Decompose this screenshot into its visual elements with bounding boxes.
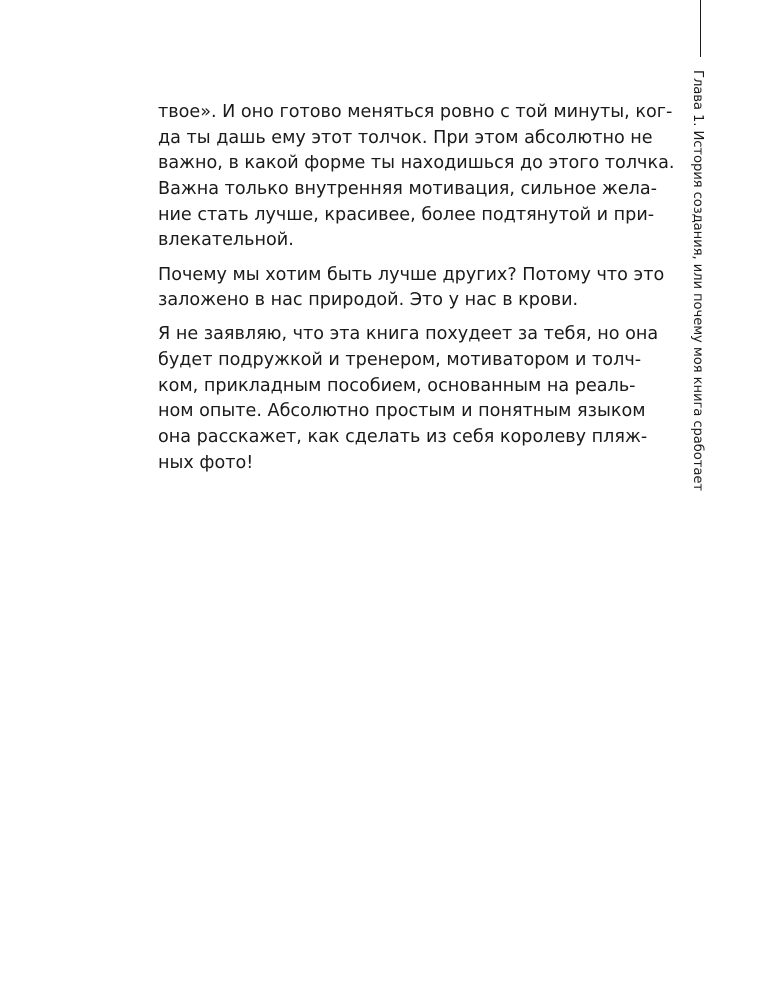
text-line: ных фото! [158,452,254,473]
paragraph-2 [158,263,665,314]
text-line: ние стать лучше, красивее, более подтянутой и при- [158,204,655,225]
text-line: твое». И оно готово меняться ровно с той минуты, ког- [158,102,673,122]
text-line: она расскажет, как сделать из себя королеву пляж- [158,427,648,448]
running-header: Глава 1. История создания, или почему моя книга сработает [690,70,705,491]
body-text [158,100,675,485]
text-line: ном опыте. Абсолютно простым и понятным языком [158,401,646,422]
text-line: Почему мы хотим быть лучше других? Потому что это [158,264,665,285]
text-line: ком, прикладным пособием, основанным на реаль- [158,375,636,396]
text-line: важно, в какой форме ты находишься до этого толчка. [158,153,675,174]
paragraph-3 [158,322,659,476]
text-line: Я не заявляю, что эта книга похудеет за тебя, но она [158,324,659,345]
text-line: влекательной. [158,230,294,251]
text-line: да ты дашь ему этот толчок. При этом абсолютно не [158,127,653,148]
text-line: Важна только внутренняя мотивация, сильное жела- [158,179,657,200]
paragraph-1 [158,100,675,254]
text-line: будет подружкой и тренером, мотиватором и толч- [158,349,642,370]
text-line: заложено в нас природой. Это у нас в крови. [158,290,579,311]
header-rule [700,0,701,57]
